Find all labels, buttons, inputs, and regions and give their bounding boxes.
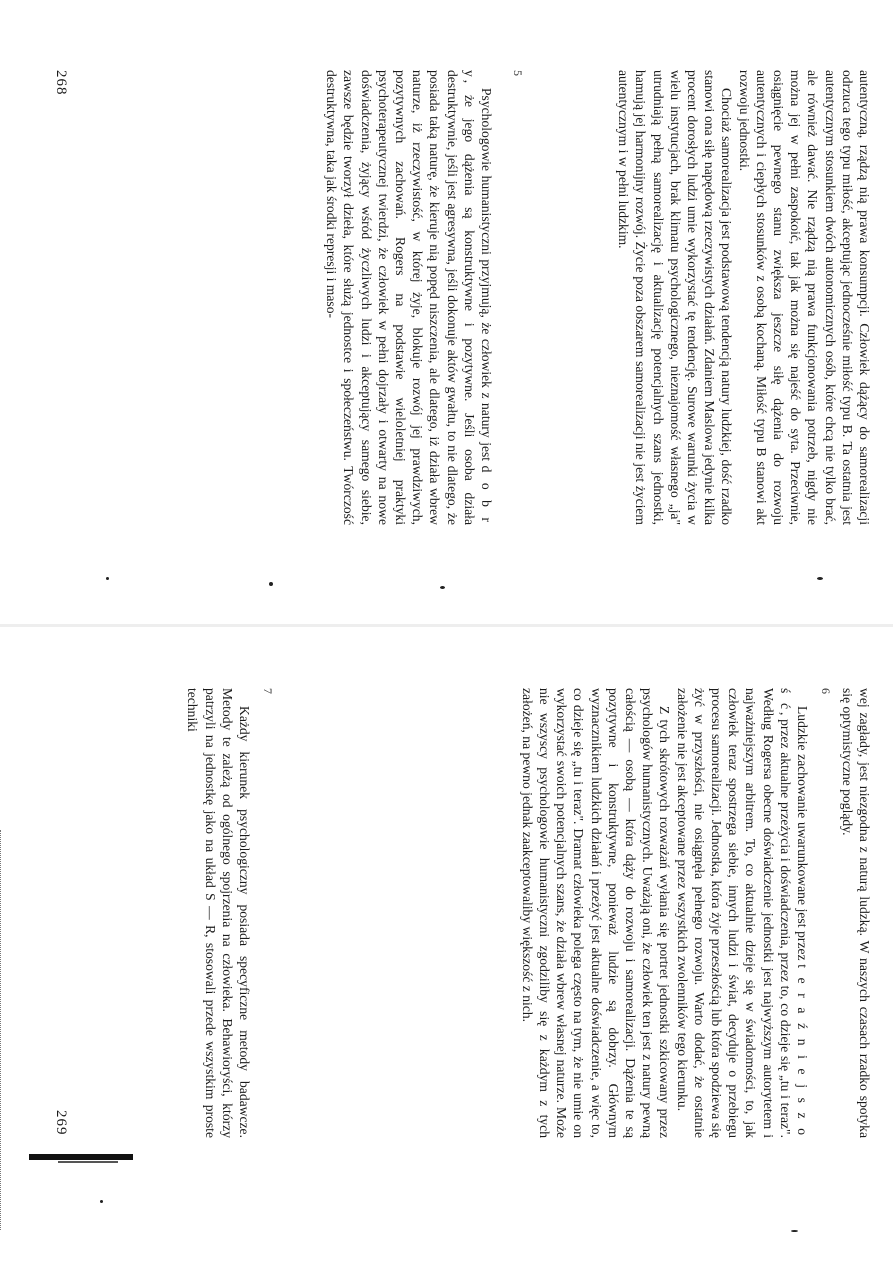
right-text-column-top [839, 688, 873, 1138]
paragraph-love-type-b: autentyczną, rządzą nią prawa konsumpcji. Człowiek dążący do samorealizacji odrzuca tego typu miłość, akceptując jednocześnie miłość typu B. Ta ostatnia jest autentycznym stosunkiem dwóch autonomicznych osób, które chcą nie tylko brać, ale również dawać. Nie rządzą nią prawa funkcjonowania potrzeb, nigdy nie można jej w pełni zaspokoić, tak jak można się najeść do syta. Przeciwnie, osiągnięcie pewnego stanu zwiększa jeszcze siłę dążenia do rozwoju autentycznych i ciepłych stosunków z osobą kochaną. Miłość typu B stanowi akt rozwoju jednostki. [736, 70, 872, 525]
scan-edge-bar [29, 1154, 133, 1160]
paragraph-here-and-now [673, 688, 811, 1138]
page-number-left: 268 [53, 70, 69, 96]
right-text-column-section7 [184, 688, 253, 1138]
scan-speck [817, 577, 823, 580]
paragraph-optimistic-views: wej zagłady, jest niezgodna z naturą ludzką. W naszych czasach rzadko spotyka się optymistyczne poglądy. [839, 688, 872, 1138]
scan-speck [106, 577, 109, 580]
left-text-column [615, 70, 873, 525]
paragraph-start: Ludzkie zachowanie uwarunkowane jest przez [795, 706, 810, 961]
page-number-right: 269 [53, 1110, 69, 1136]
scan-speck [269, 582, 273, 586]
scan-edge-rule [0, 830, 1, 1230]
scan-edge-shadow [58, 1161, 118, 1163]
left-text-column-section5 [323, 70, 495, 525]
paragraph-self-realization: Chociaż samorealizacja jest podstawową tendencją natury ludzkiej, dość rzadko stanowi ona siłę napędową rzeczywistych działań. Zdaniem Maslowa jedynie kilka procent dorosłych ludzi umie wykorzystać tę tendencję. Surowe warunki życia w wielu instytucjach, brak klimatu psychologicznego, nieznajomość własnego „ja" utrudniają pełną samorealizację i aktualizację potencjalnych szans jednostki, hamują jej harmonijny rozwój. Życie poza obszarem samorealizacji nie jest życiem autentycznym i w pełni ludzkim. [616, 70, 735, 525]
paragraph-start: Psychologowie humanistyczni przyjmują, że człowiek z natury jest [479, 88, 494, 462]
right-text-column-section6 [519, 688, 811, 1138]
section-number-5: 5 [511, 70, 525, 76]
right-page [0, 630, 893, 1263]
paragraph-portrait-of-individual: Z tych skrótowych rozważań wyłania się portret jednostki szkicowany przez psychologów humanistycznych. Uważają oni, że człowiek ten jest z natury pewną całością — osobą — która dąży do rozwoju i samorealizacji. Dążenia te są pozytywne i konstruktywne, ponieważ ludzie są dobrzy. Głównym wyznacznikiem ludzkich działań i przeżyć jest aktualne doświadczenie, a więc to, co dzieje się „tu i teraz". Dramat człowieka polega często na tym, że nie umie on wykorzystać swoich potencjalnych szans, że działa wbrew własnej naturze. Może nie wszyscy psychologowie humanistyczni zgodziliby się z każdym z tych założeń, na pewno jednak zaakceptowaliby większość z nich. [519, 688, 673, 1138]
section-number-7: 7 [261, 688, 275, 694]
paragraph-rest: , przez aktualne przeżycia i doświadczenia, przez to, co dzieje się „tu i teraz". Według Rogersa obecne doświadczenie jednostki jest najwyższym autorytetem i najważniejszym arbitrem. To, co aktualnie dzieje się w świadomości, to, jak człowiek teraz spostrzega siebie, innych ludzi i świat, decyduje o przebiegu procesu samorealizacji. Jednostka, która żyje przeszłością lub która spodziewa się żyć w przyszłości, nie osiągnęła pełnego rozwoju. Warto dodać, że ostatnie założenie nie jest akceptowane przez wszystkich zwolenników tego kierunku. [674, 688, 793, 1138]
left-page [0, 0, 893, 620]
paragraph-rest: , że jego dążenia są konstruktywne i pozytywne. Jeśli osoba działa destruktywnie, jeśli jest agresywna, jeśli dokonuje aktów gwałtu, to nie dlatego, że posiada taką naturę, że kieruje nią popęd niszczenia, ale dlatego, iż działa wbrew naturze, iż rzeczywistość, w której żyje, blokuje rozwój jej prawdziwych, pozytywnych zachowań. Rogers na podstawie wieloletniej praktyki psychoterapeutycznej twierdzi, że człowiek w pełni dojrzały i otwarty na nowe doświadczenia, żyjący wśród życzliwych ludzi i akceptujący samego siebie, zawsze będzie tworzył dzieła, które służą jednostce i społeczeństwu. Twórczość destruktywna, taka jak środki represji i maso- [324, 70, 477, 525]
scan-speck [440, 586, 445, 589]
scan-speck [100, 1200, 103, 1203]
paragraph-research-methods: Każdy kierunek psychologiczny posiada specyficzne metody badawcze. Metody te zależą od ogólnego spojrzenia na człowieka. Behawioryści, którzy patrzyli na jednostkę jako na układ S — R, stosowali przede wszystkim proste techniki [185, 688, 252, 1138]
paragraph-human-nature-good [323, 70, 495, 525]
scan-speck [791, 1230, 798, 1232]
book-gutter [0, 624, 893, 627]
section-number-6: 6 [819, 688, 833, 694]
emphasized-word-dobry: d o b r y [461, 70, 494, 525]
emphasized-word-terazniejszosc: t e r a ź n i e j s z o ś ć [777, 688, 810, 1138]
